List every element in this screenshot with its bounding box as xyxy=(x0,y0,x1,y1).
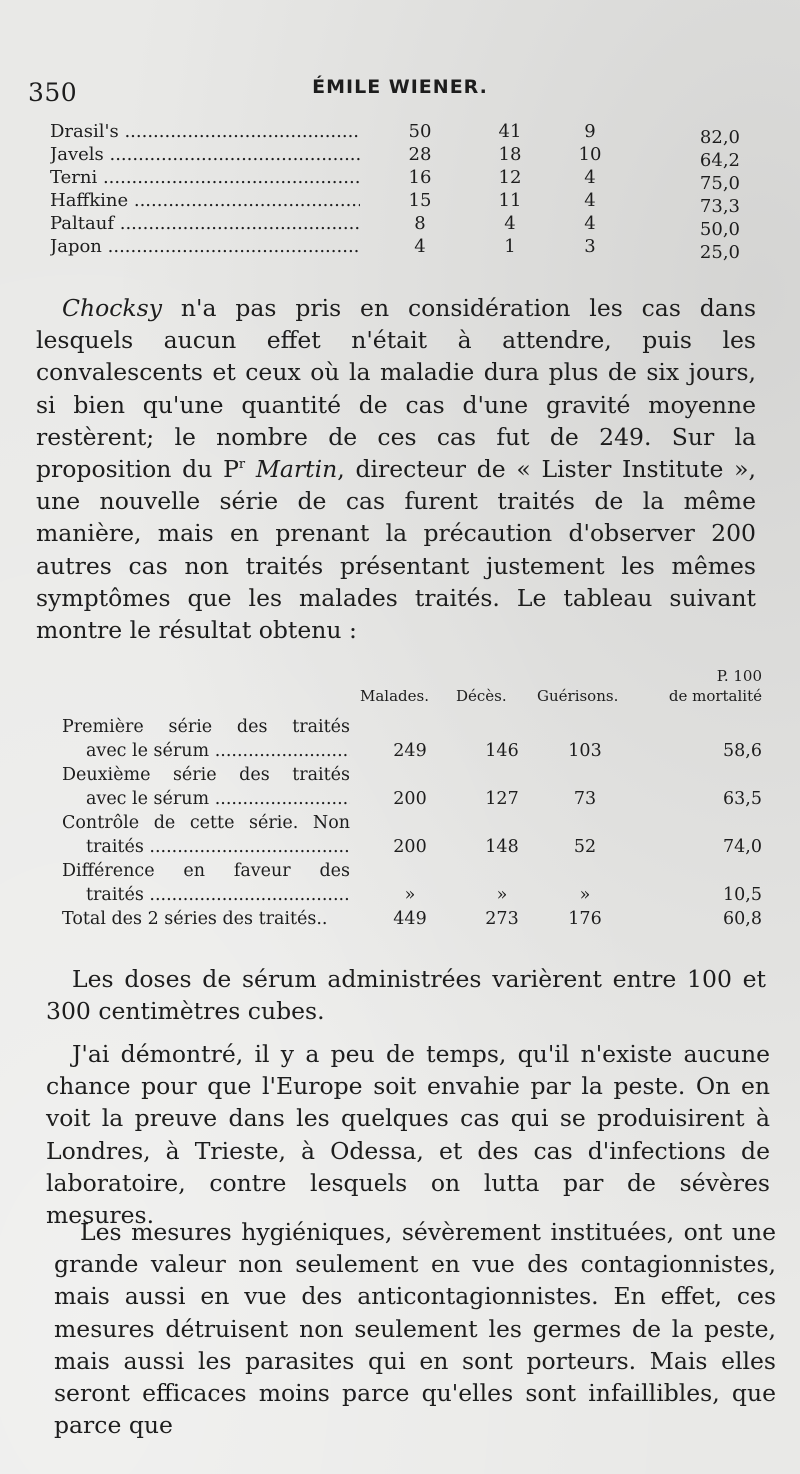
table-row xyxy=(50,235,750,263)
table-row xyxy=(50,212,750,240)
page-number: 350 xyxy=(28,78,78,107)
column-header: de mortalité xyxy=(668,687,762,705)
table-row xyxy=(62,859,762,907)
cell: 41 xyxy=(498,121,522,142)
cell: 73,3 xyxy=(699,196,740,217)
row-label: Terni ..... xyxy=(50,166,360,189)
row-label: Javels ..... xyxy=(50,143,360,166)
cell: » xyxy=(496,885,508,905)
cell: 10,5 xyxy=(723,885,762,905)
paragraph-text: , directeur de « Lister Institute », une nouvelle série de cas furent traités de la même manière, mais en prenant la précaution d'observer 200 autres cas non traités présentant justement les mêmes symptômes que les malades traités. Le tableau suivant montre le résultat obtenu : xyxy=(36,455,756,645)
table-row xyxy=(62,715,762,763)
cell: 9 xyxy=(584,121,596,142)
table-row xyxy=(50,120,750,148)
table-row xyxy=(50,143,750,171)
cell: 4 xyxy=(414,236,426,257)
table-row-total xyxy=(62,907,762,931)
cell: » xyxy=(579,885,591,905)
cell: 146 xyxy=(485,741,519,761)
cell: 50 xyxy=(408,121,432,142)
row-label: Paltauf ..... xyxy=(50,212,360,235)
table-row xyxy=(62,811,762,859)
column-header: Guérisons. xyxy=(537,687,619,705)
paragraph-text: n'a pas pris en considération les cas dans lesquels aucun effet n'était à attendre, puis les convalescents et ceux où la maladie dura plus de six jours, si bien qu'une quantité de cas d'une gravité moyenne restèrent; le nombre de ces cas fut de 249. Sur la proposition du P xyxy=(36,294,756,484)
table-row xyxy=(50,166,750,194)
paragraph-text: Les mesures hygiéniques, sévèrement instituées, ont une grande valeur non seulement en vue des contagionnistes, mais aussi en vue des anticontagionnistes. En effet, ces mesures détruisent non seulement les germes de la peste, mais aussi les parasites qui en sont porteurs. Mais elles seront efficaces moins parce qu'elles sont infaillibles, que parce que xyxy=(54,1218,776,1440)
abbreviation-superscript: r xyxy=(238,457,246,473)
cell: 4 xyxy=(584,167,596,188)
cell: 73 xyxy=(573,789,597,809)
cell: 4 xyxy=(504,213,516,234)
column-header: Décès. xyxy=(456,687,507,705)
cell: 60,8 xyxy=(723,909,762,929)
row-label: Deuxième série des traités xyxy=(62,765,350,785)
results-table xyxy=(62,665,762,931)
cell: 273 xyxy=(485,909,519,929)
row-label: Total des 2 séries des traités.. xyxy=(62,909,328,929)
row-label: avec le sérum ..... xyxy=(62,739,350,763)
cell: 8 xyxy=(414,213,426,234)
cell: 103 xyxy=(568,741,602,761)
cell: 1 xyxy=(504,236,516,257)
paragraph-text: Les doses de sérum administrées varièrent entre 100 et 300 centimètres cubes. xyxy=(46,965,766,1026)
column-header: Malades. xyxy=(360,687,429,705)
row-label: Contrôle de cette série. Non xyxy=(62,813,350,833)
cell: 58,6 xyxy=(723,741,762,761)
cell: 82,0 xyxy=(699,127,740,148)
row-label: traités ..... xyxy=(62,835,350,859)
row-label: Première série des traités xyxy=(62,717,350,737)
cell: 176 xyxy=(568,909,602,929)
cell: 52 xyxy=(573,837,597,857)
cell: » xyxy=(404,885,416,905)
cell: 249 xyxy=(393,741,427,761)
cell: 200 xyxy=(393,789,427,809)
running-head: ÉMILE WIENER. xyxy=(312,76,488,98)
cell: 16 xyxy=(408,167,432,188)
cell: 4 xyxy=(584,190,596,211)
row-label: Japon ..... xyxy=(50,235,360,258)
cell: 50,0 xyxy=(699,219,740,240)
column-header: P. 100 xyxy=(716,667,762,685)
cell: 127 xyxy=(485,789,519,809)
cell: 12 xyxy=(498,167,522,188)
cell: 11 xyxy=(498,190,522,211)
author-name: Chocksy xyxy=(62,294,163,322)
paragraph-chocksy xyxy=(36,292,756,646)
cell: 3 xyxy=(584,236,596,257)
table-row xyxy=(62,763,762,811)
row-label: traités ..... xyxy=(62,883,350,907)
table-header xyxy=(62,665,762,715)
cell: 63,5 xyxy=(723,789,762,809)
row-label: Drasil's ..... xyxy=(50,120,360,143)
cell: 148 xyxy=(485,837,519,857)
cell: 15 xyxy=(408,190,432,211)
paragraph-europe xyxy=(46,1038,770,1231)
paragraph-doses xyxy=(46,963,766,1027)
statistics-table-1 xyxy=(50,120,750,263)
person-name: Martin xyxy=(255,455,338,484)
cell: 25,0 xyxy=(699,242,740,263)
cell: 64,2 xyxy=(699,150,740,171)
table-row xyxy=(50,189,750,217)
cell: 10 xyxy=(578,144,602,165)
paragraph-hygiene xyxy=(54,1216,776,1441)
paragraph-text: J'ai démontré, il y a peu de temps, qu'il n'existe aucune chance pour que l'Europe soit envahie par la peste. On en voit la preuve dans les quelques cas qui se produisirent à Londres, à Trieste, à Odessa, et des cas d'infections de laboratoire, contre lesquels on lutta par de sévères mesures. xyxy=(46,1040,770,1230)
cell: 28 xyxy=(408,144,432,165)
cell: 74,0 xyxy=(723,837,762,857)
cell: 4 xyxy=(584,213,596,234)
row-label: avec le sérum ..... xyxy=(62,787,350,811)
cell: 75,0 xyxy=(699,173,740,194)
cell: 449 xyxy=(393,909,427,929)
cell: 200 xyxy=(393,837,427,857)
row-label: Différence en faveur des xyxy=(62,861,350,881)
row-label: Haffkine ..... xyxy=(50,189,360,212)
cell: 18 xyxy=(498,144,522,165)
